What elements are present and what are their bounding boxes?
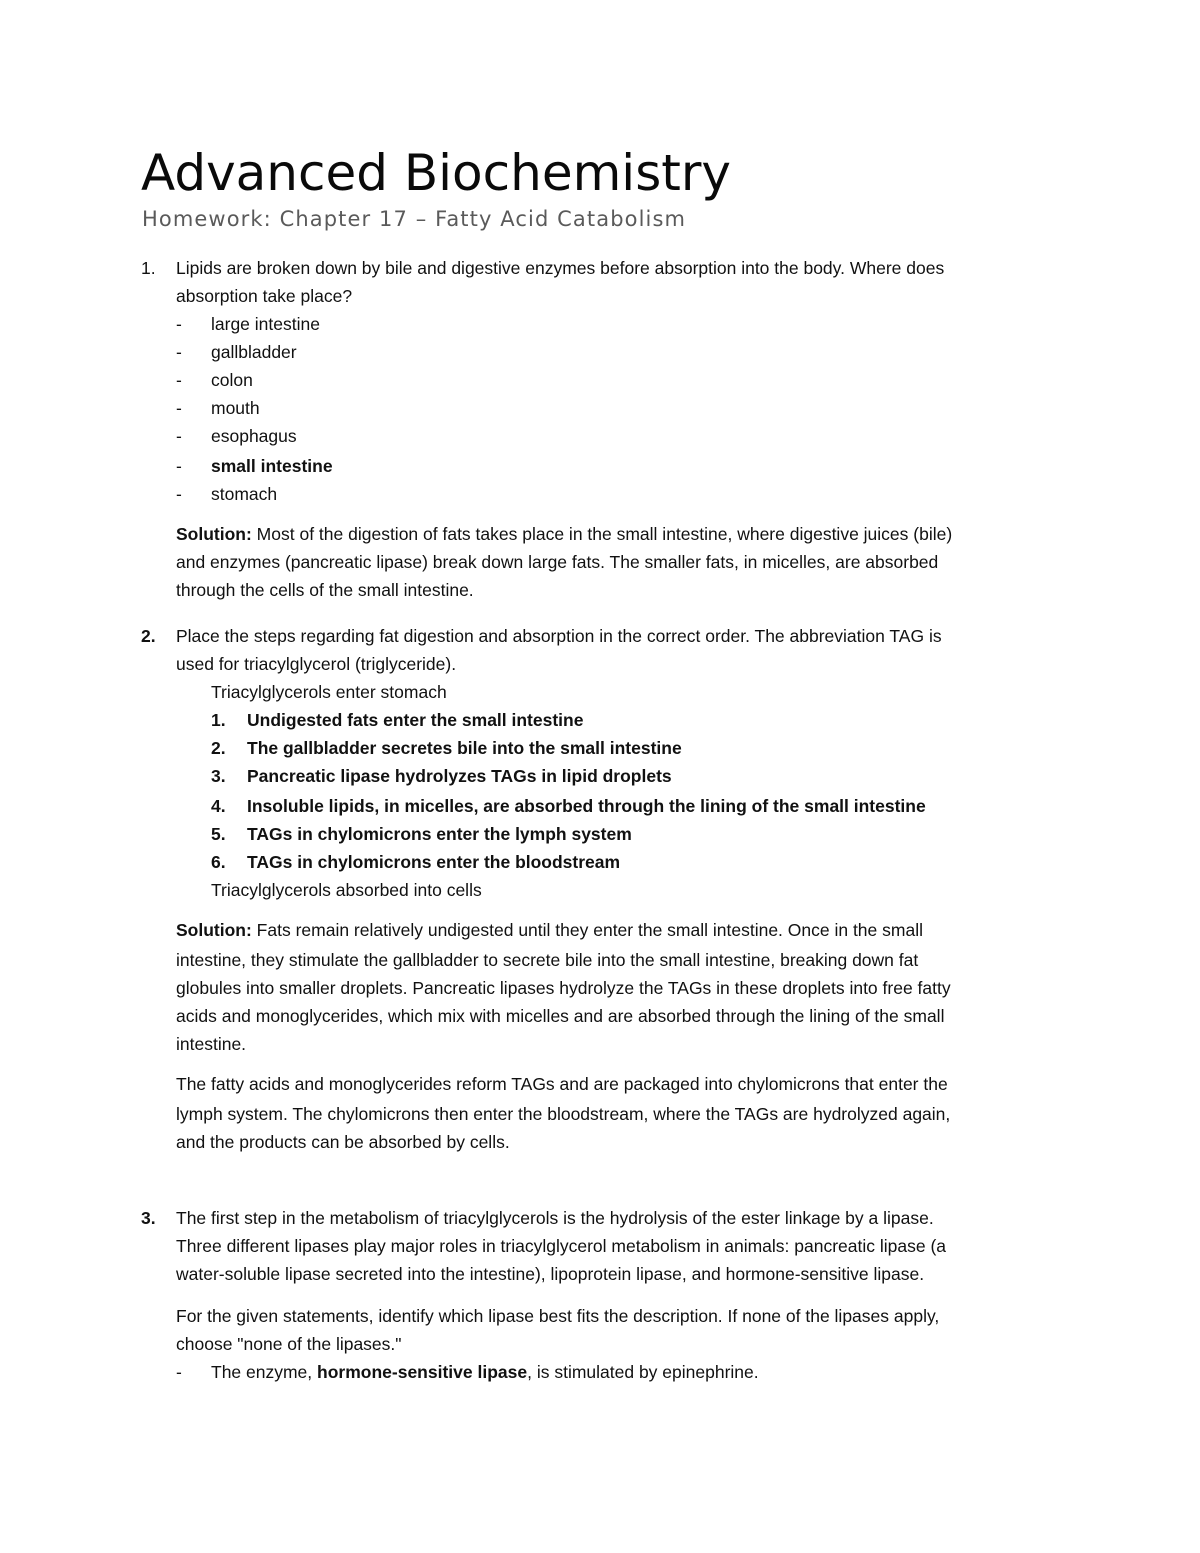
solution-text: Fats remain relatively undigested until they enter the small intestine. Once in the small — [251, 920, 923, 940]
question-text-line: water-soluble lipase secreted into the intestine), lipoprotein lipase, and hormone-sensitive lipase. — [176, 1264, 925, 1284]
step-number: 1. — [211, 710, 226, 730]
paragraph-line: The fatty acids and monoglycerides reform TAGs and are packaged into chylomicrons that enter the — [176, 1074, 948, 1094]
step-number: 3. — [211, 766, 226, 786]
solution-line: intestine, they stimulate the gallbladder to secrete bile into the small intestine, breaking down fat — [176, 950, 919, 970]
step-number: 2. — [211, 738, 226, 758]
step-number: 4. — [211, 796, 226, 816]
list-dash: - — [176, 484, 182, 504]
solution-line: through the cells of the small intestine. — [176, 580, 474, 600]
solution-label: Solution: — [176, 920, 252, 940]
solution-line: globules into smaller droplets. Pancreatic lipases hydrolyze the TAGs in these droplets into free fatty — [176, 978, 951, 998]
page-title: Advanced Biochemistry — [141, 144, 731, 202]
step-item: TAGs in chylomicrons enter the bloodstream — [247, 852, 621, 872]
step-item: Insoluble lipids, in micelles, are absorbed through the lining of the small intestine — [247, 796, 926, 816]
statement-text: The enzyme, — [211, 1362, 318, 1382]
list-dash: - — [176, 342, 182, 362]
list-dash: - — [176, 398, 182, 418]
solution-line: and enzymes (pancreatic lipase) break down large fats. The smaller fats, in micelles, are absorbed — [176, 552, 939, 572]
step-item: Pancreatic lipase hydrolyzes TAGs in lipid droplets — [247, 766, 672, 786]
list-item: colon — [211, 370, 253, 390]
statement-text: , is stimulated by epinephrine. — [527, 1362, 759, 1382]
list-item: stomach — [211, 484, 278, 504]
list-dash: - — [176, 456, 182, 476]
list-item: esophagus — [211, 426, 297, 446]
question-number: 3. — [141, 1208, 156, 1228]
step-item: The gallbladder secretes bile into the small intestine — [247, 738, 682, 758]
step-number: 6. — [211, 852, 226, 872]
correct-answer: hormone-sensitive lipase — [317, 1362, 528, 1382]
list-dash: - — [176, 1362, 182, 1382]
sequence-start: Triacylglycerols enter stomach — [211, 682, 447, 702]
statement-item — [211, 1358, 759, 1386]
solution-line: acids and monoglycerides, which mix with micelles and are absorbed through the lining of the small — [176, 1006, 945, 1026]
instruction-line: choose "none of the lipases." — [176, 1334, 402, 1354]
solution-line — [176, 520, 952, 548]
question-text-line: The first step in the metabolism of triacylglycerols is the hydrolysis of the ester linkage by a lipase. — [176, 1208, 934, 1228]
instruction-line: For the given statements, identify which lipase best fits the description. If none of the lipases apply, — [176, 1306, 940, 1326]
solution-line — [176, 916, 923, 944]
question-text-line: absorption take place? — [176, 286, 353, 306]
sequence-end: Triacylglycerols absorbed into cells — [211, 880, 482, 900]
list-dash: - — [176, 426, 182, 446]
list-dash: - — [176, 370, 182, 390]
question-text-line: Three different lipases play major roles in triacylglycerol metabolism in animals: pancreatic lipase (a — [176, 1236, 947, 1256]
solution-line: intestine. — [176, 1034, 247, 1054]
question-number: 1. — [141, 258, 156, 278]
step-number: 5. — [211, 824, 226, 844]
list-dash: - — [176, 314, 182, 334]
paragraph-line: and the products can be absorbed by cells. — [176, 1132, 510, 1152]
question-text-line: used for triacylglycerol (triglyceride). — [176, 654, 457, 674]
solution-label: Solution: — [176, 524, 252, 544]
question-number: 2. — [141, 626, 156, 646]
correct-answer: small intestine — [211, 456, 333, 476]
question-text-line: Place the steps regarding fat digestion and absorption in the correct order. The abbreviation TAG is — [176, 626, 942, 646]
list-item: gallbladder — [211, 342, 297, 362]
step-item: TAGs in chylomicrons enter the lymph system — [247, 824, 632, 844]
solution-text: Most of the digestion of fats takes place in the small intestine, where digestive juices (bile) — [251, 524, 953, 544]
list-item: large intestine — [211, 314, 320, 334]
step-item: Undigested fats enter the small intestine — [247, 710, 584, 730]
paragraph-line: lymph system. The chylomicrons then enter the bloodstream, where the TAGs are hydrolyzed again, — [176, 1104, 951, 1124]
page-subtitle: Homework: Chapter 17 – Fatty Acid Catabolism — [142, 207, 687, 231]
list-item: mouth — [211, 398, 260, 418]
question-text-line: Lipids are broken down by bile and digestive enzymes before absorption into the body. Where does — [176, 258, 945, 278]
